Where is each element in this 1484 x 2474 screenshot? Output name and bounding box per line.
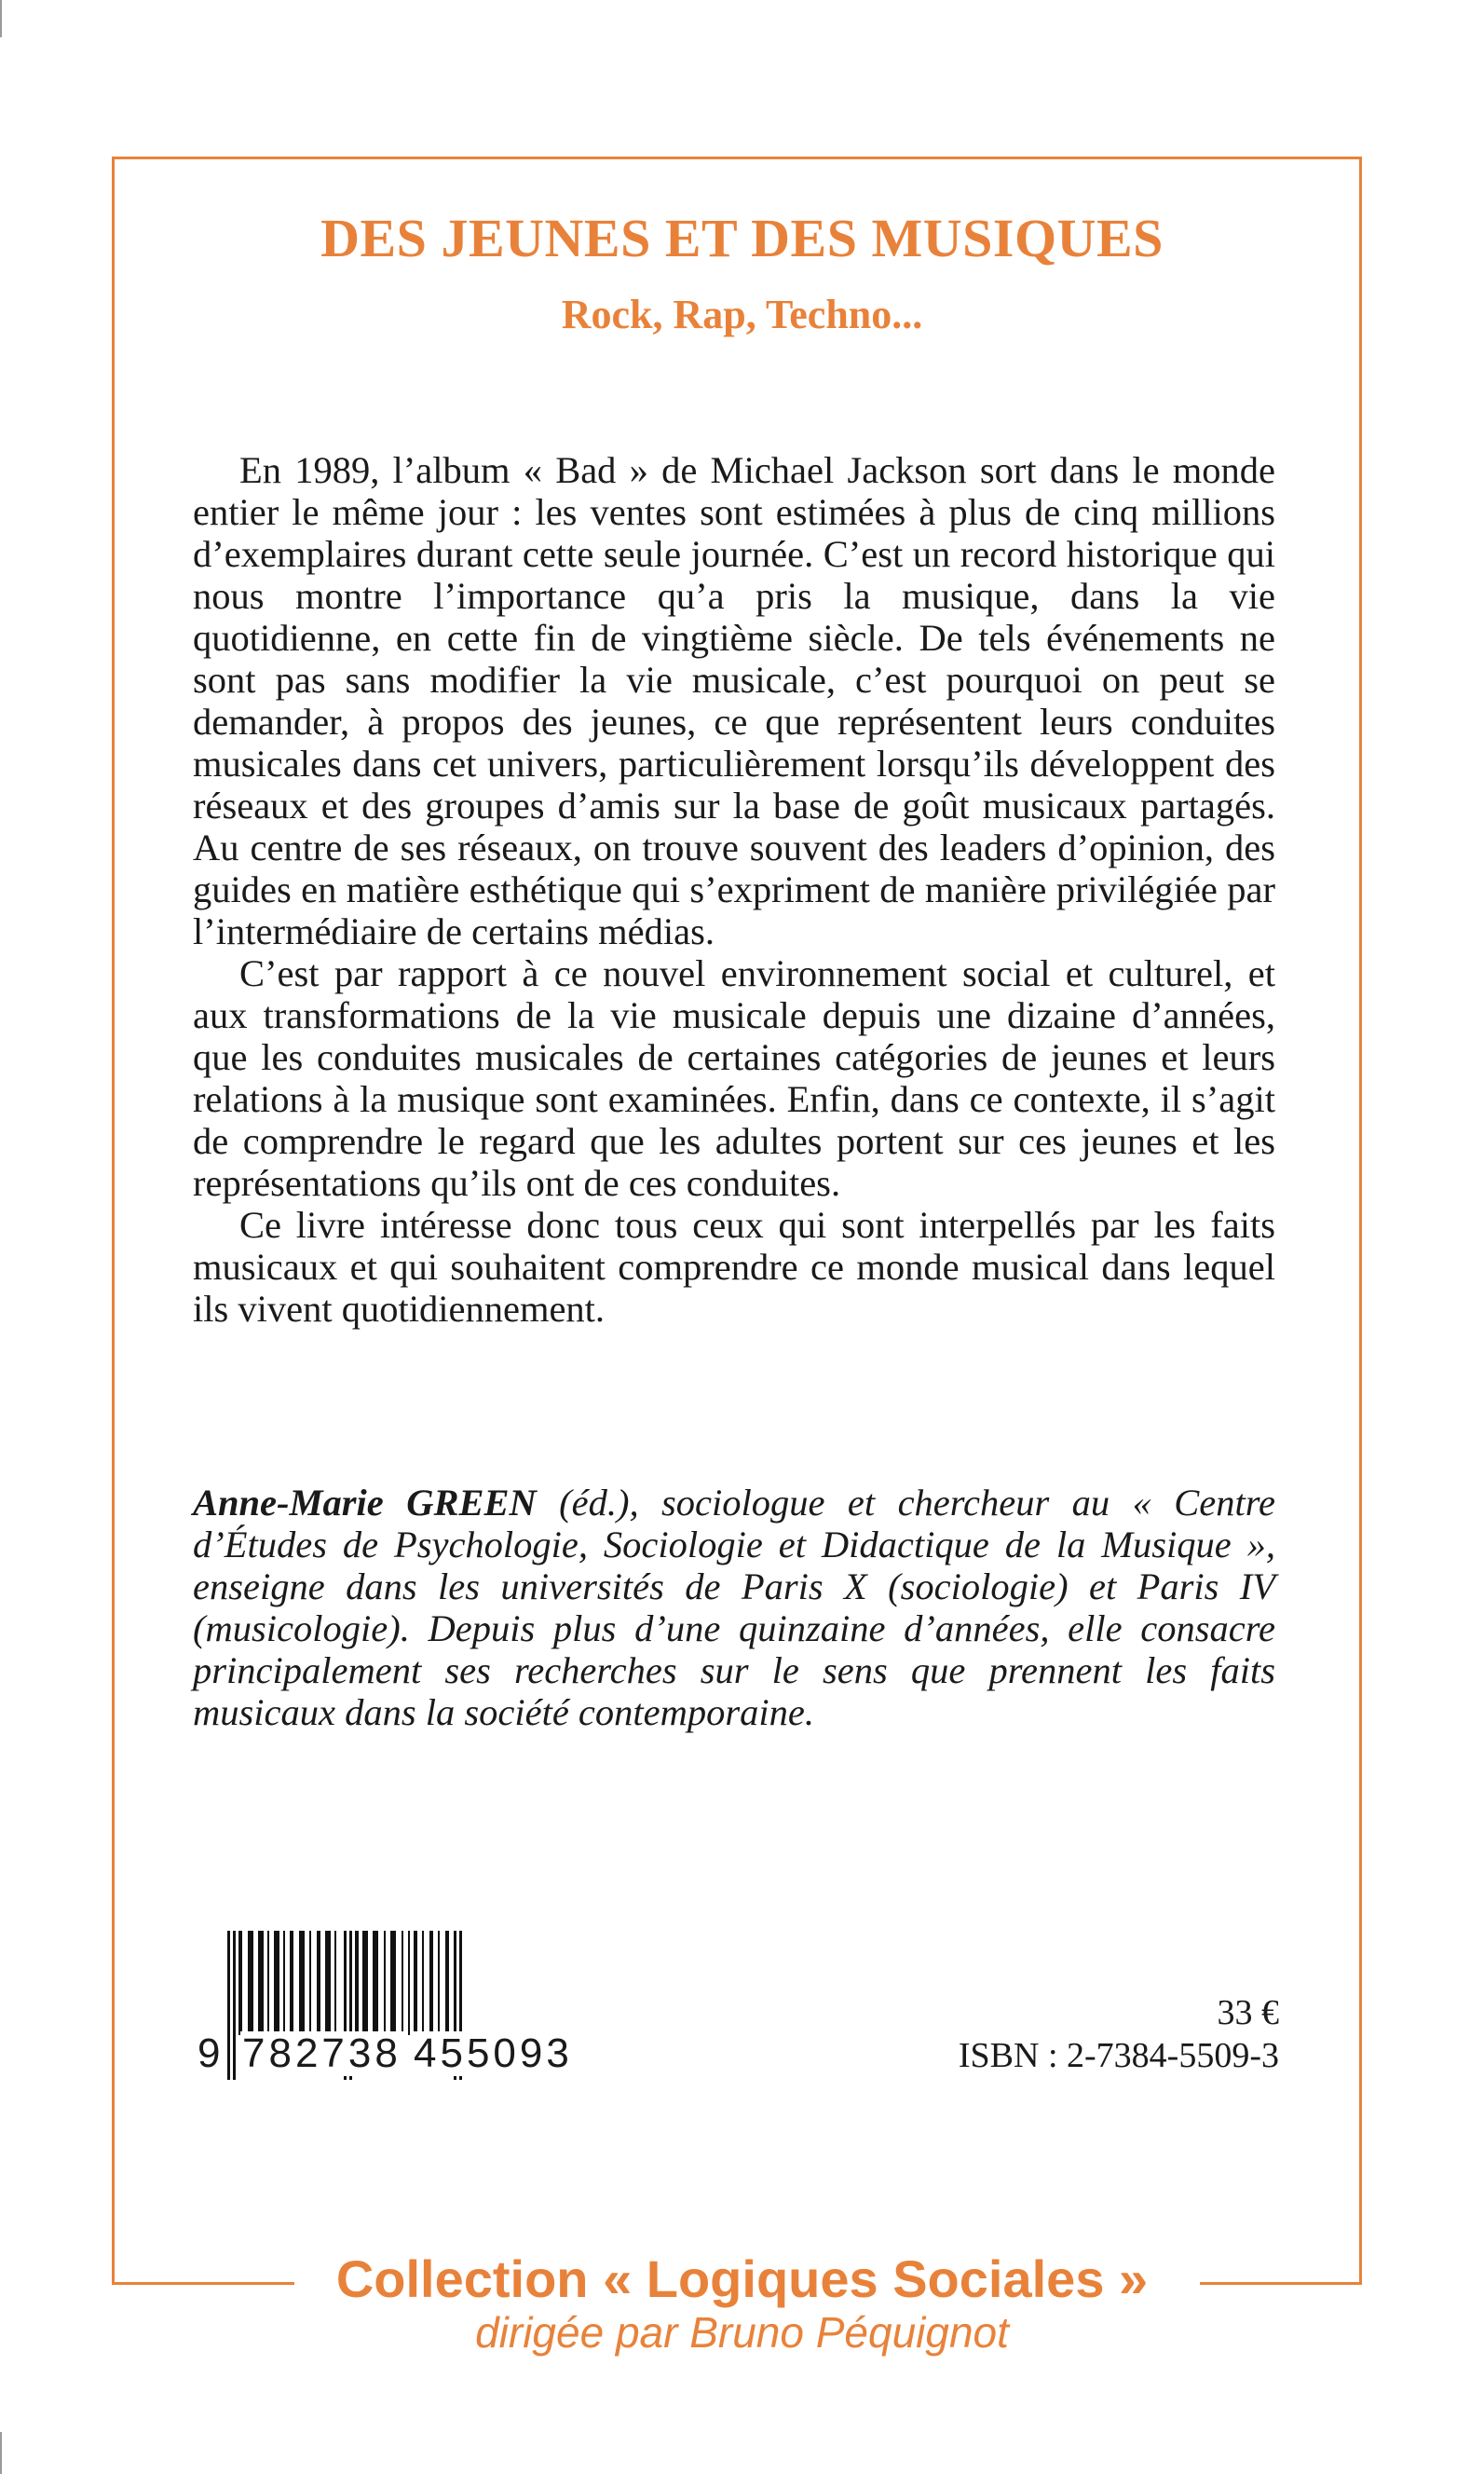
barcode-bar	[290, 1931, 293, 2035]
crop-mark-bottom	[0, 2432, 2, 2474]
barcode-bar	[422, 1931, 424, 2035]
barcode-bar	[248, 1931, 253, 2035]
collection-director: dirigée par Bruno Péquignot	[475, 2308, 1009, 2357]
blurb-paragraph: Ce livre intéresse donc tous ceux qui sont interpellés par les faits musicaux et qui souhaitent comprendre ce monde musical dans lequel ils vivent quotidiennement.	[193, 1204, 1275, 1330]
barcode-bar	[355, 1931, 359, 2035]
barcode-bar	[238, 1931, 242, 2035]
barcode-bar	[267, 1931, 269, 2035]
barcode-digit-first: 9	[197, 2030, 221, 2076]
blurb	[193, 449, 1275, 1330]
barcode-bar	[408, 1931, 410, 2035]
isbn: ISBN : 2-7384-5509-3	[958, 2036, 1279, 2075]
barcode-bar	[258, 1931, 264, 2035]
barcode-bar	[299, 1931, 305, 2035]
blurb-paragraph: En 1989, l’album « Bad » de Michael Jackson sort dans le monde entier le même jour : les ventes sont estimées à plus de cinq millions d’exemplaires durant cette seule journée. C’est un record historique qui nous montre l’importance qu’a pris la musique, dans la vie quotidienne, en cette fin de vingtième siècle. De tels événements ne sont pas sans modifier la vie musicale, c’est pourquoi on peut se demander, à propos des jeunes, ce que représentent leurs conduites musicales dans cet univers, particulièrement lorsqu’ils développent des réseaux et des groupes d’amis sur la base de goût musicaux partagés. Au centre de ses réseaux, on trouve souvent des leaders d’opinion, des guides en matière esthétique qui s’expriment de manière privilégiée par l’intermédiaire de certains médias.	[193, 449, 1275, 952]
barcode-digits-right: 455093	[414, 2030, 573, 2076]
barcode-bar	[438, 1931, 440, 2035]
barcode-bar	[283, 1931, 285, 2035]
barcode-digits-left: 782738	[242, 2030, 402, 2076]
barcode-bar	[334, 1931, 336, 2035]
barcode-bar	[309, 1931, 311, 2035]
crop-mark-top	[0, 0, 2, 37]
barcode-digits	[196, 2031, 587, 2078]
barcode-bar	[384, 1931, 386, 2035]
barcode-bar	[362, 1931, 368, 2035]
author-name: Anne-Marie GREEN	[193, 1482, 537, 1524]
barcode-bar	[325, 1931, 331, 2035]
barcode-bar	[429, 1931, 433, 2035]
barcode-bar	[373, 1931, 378, 2035]
barcode-bar	[402, 1931, 403, 2035]
book-title: DES JEUNES ET DES MUSIQUES	[320, 208, 1164, 268]
collection-name: Collection « Logiques Sociales »	[335, 2249, 1149, 2308]
author-bio-text: (éd.), sociologue et chercheur au « Centre d’Études de Psychologie, Sociologie et Didactique de la Musique », enseigne dans les universités de Paris X (sociologie) et Paris IV (musicologie). Depuis plus d’une quinzaine d’années, elle consacre principalement ses recherches sur le sens que prennent les faits musicaux dans la société contemporaine.	[193, 1482, 1275, 1733]
price: 33 €	[1217, 1993, 1279, 2032]
barcode-bar	[317, 1931, 320, 2035]
barcode-bar	[274, 1931, 279, 2035]
barcode-bar	[414, 1931, 417, 2035]
blurb-paragraph: C’est par rapport à ce nouvel environnement social et culturel, et aux transformations de la vie musicale depuis une dizaine d’années, que les conduites musicales de certaines catégories de jeunes et leurs relations à la musique sont examinées. Enfin, dans ce contexte, il s’agit de comprendre le regard que les adultes portent sur ces jeunes et les représentations qu’ils ont de ces conduites.	[193, 952, 1275, 1204]
author-bio	[193, 1482, 1275, 1733]
barcode-bar	[445, 1931, 449, 2035]
barcode-bar	[390, 1931, 396, 2035]
book-subtitle: Rock, Rap, Techno...	[561, 292, 923, 337]
